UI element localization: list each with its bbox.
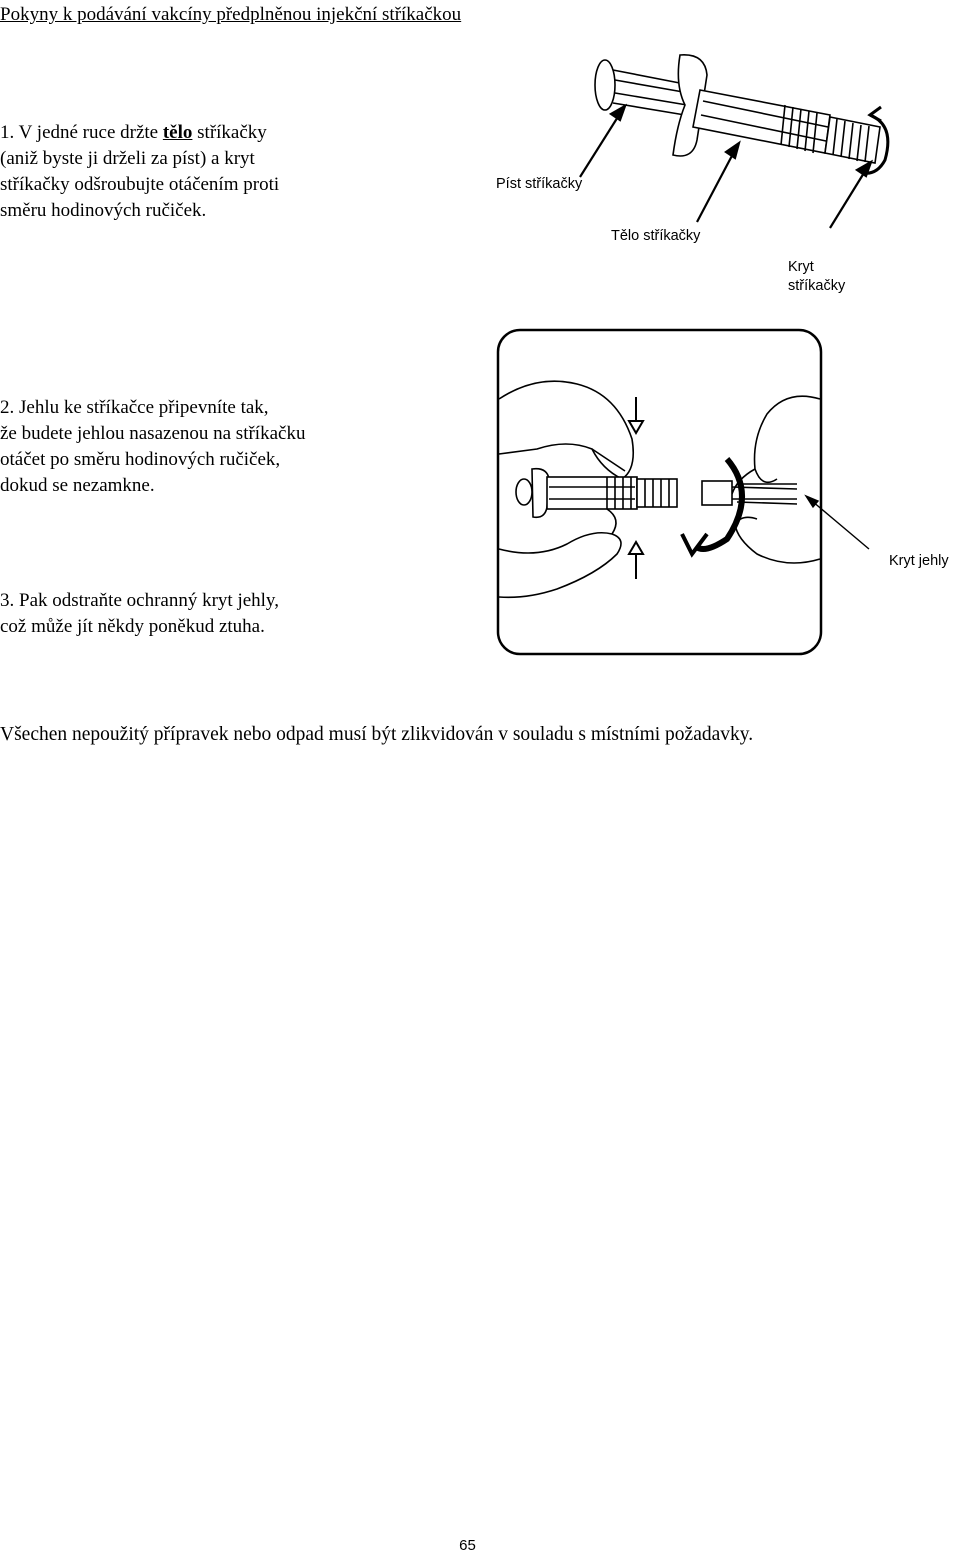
step-3-instructions	[0, 588, 480, 640]
label-needle-cap: Kryt jehly	[889, 553, 949, 569]
label-syringe-cap-line-2: stříkačky	[788, 278, 846, 294]
step-2-line-2: že budete jehlou nasazenou na stříkačku	[0, 423, 306, 444]
step-1-emphasis: tělo	[162, 122, 193, 143]
step-1-line-1: 1. V jedné ruce držte tělo stříkačky	[0, 122, 267, 143]
label-plunger: Píst stříkačky	[496, 176, 583, 192]
step-2-line-4: dokud se nezamkne.	[0, 475, 155, 496]
step-1-line-4: směru hodinových ručiček.	[0, 200, 207, 221]
page-title: Pokyny k podávání vakcíny předplněnou injekční stříkačkou	[0, 4, 462, 25]
label-syringe-cap-line-1: Kryt	[788, 259, 814, 275]
step-1-line-3: stříkačky odšroubujte otáčením proti	[0, 174, 280, 195]
disposal-note: Všechen nepoužitý přípravek nebo odpad musí být zlikvidován v souladu s místními požadavky.	[0, 724, 754, 745]
label-syringe-body: Tělo stříkačky	[611, 228, 701, 244]
step-1-line-2: (aniž byste ji drželi za píst) a kryt	[0, 148, 255, 169]
step-2-line-1: 2. Jehlu ke stříkačce připevníte tak,	[0, 397, 269, 418]
page-number: 65	[459, 1537, 476, 1554]
step-3-line-1: 3. Pak odstraňte ochranný kryt jehly,	[0, 590, 279, 611]
step-2-line-3: otáčet po směru hodinových ručiček,	[0, 449, 281, 470]
step-3-line-2: což může jít někdy poněkud ztuha.	[0, 616, 265, 637]
